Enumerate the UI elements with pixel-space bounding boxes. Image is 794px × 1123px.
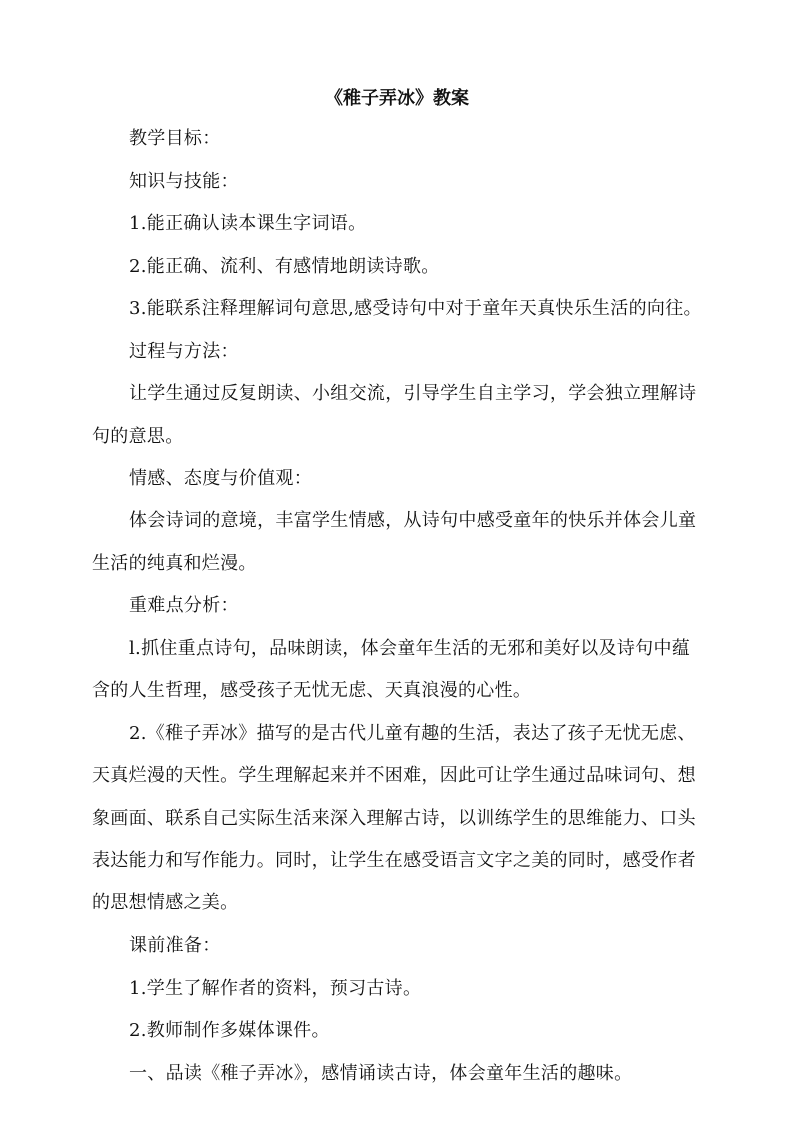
paragraph-line: 2.教师制作多媒体课件。 (129, 1020, 330, 1041)
paragraph-line: 句的意思。 (92, 426, 184, 447)
paragraph-line: 让学生通过反复朗读、小组交流，引导学生自主学习，学会独立理解诗 (129, 383, 697, 404)
paragraph-line: 体会诗词的意境，丰富学生情感，从诗句中感受童年的快乐并体会儿童 (129, 510, 697, 531)
heading-teaching-goals: 教学目标： (129, 128, 221, 149)
paragraph-line: 含的人生哲理，感受孩子无忧无虑、天真浪漫的心性。 (92, 680, 532, 701)
heading-preparation: 课前准备： (129, 935, 221, 956)
paragraph-line: 生活的纯真和烂漫。 (92, 553, 257, 574)
section-heading-one: 一、品读《稚子弄冰》，感情诵读古诗，体会童年生活的趣味。 (129, 1063, 633, 1084)
paragraph-line: 的思想情感之美。 (92, 892, 239, 913)
paragraph-line: 象画面、联系自己实际生活来深入理解古诗，以训练学生的思维能力、口头 (92, 808, 696, 829)
heading-key-points: 重难点分析： (129, 595, 239, 616)
heading-emotion-values: 情感、态度与价值观： (129, 468, 312, 489)
heading-process-method: 过程与方法： (129, 341, 239, 362)
paragraph-line: 3.能联系注释理解词句意思,感受诗句中对于童年天真快乐生活的向往。 (129, 298, 702, 319)
paragraph-line: 2.《稚子弄冰》描写的是古代儿童有趣的生活，表达了孩子无忧无虑、 (129, 723, 696, 744)
heading-knowledge-skills: 知识与技能： (129, 171, 239, 192)
paragraph-line: 1.能正确认读本课生字词语。 (129, 213, 367, 234)
paragraph-line: 1.学生了解作者的资料，预习古诗。 (129, 978, 422, 999)
paragraph-line: 天真烂漫的天性。学生理解起来并不困难，因此可让学生通过品味词句、想 (92, 765, 696, 786)
paragraph-line: 表达能力和写作能力。同时，让学生在感受语言文字之美的同时，感受作者 (92, 850, 696, 871)
paragraph-line: l.抓住重点诗句，品味朗读，体会童年生活的无邪和美好以及诗句中蕴 (129, 638, 691, 659)
paragraph-line: 2.能正确、流利、有感情地朗读诗歌。 (129, 256, 440, 277)
document-title: 《稚子弄冰》教案 (325, 88, 469, 109)
